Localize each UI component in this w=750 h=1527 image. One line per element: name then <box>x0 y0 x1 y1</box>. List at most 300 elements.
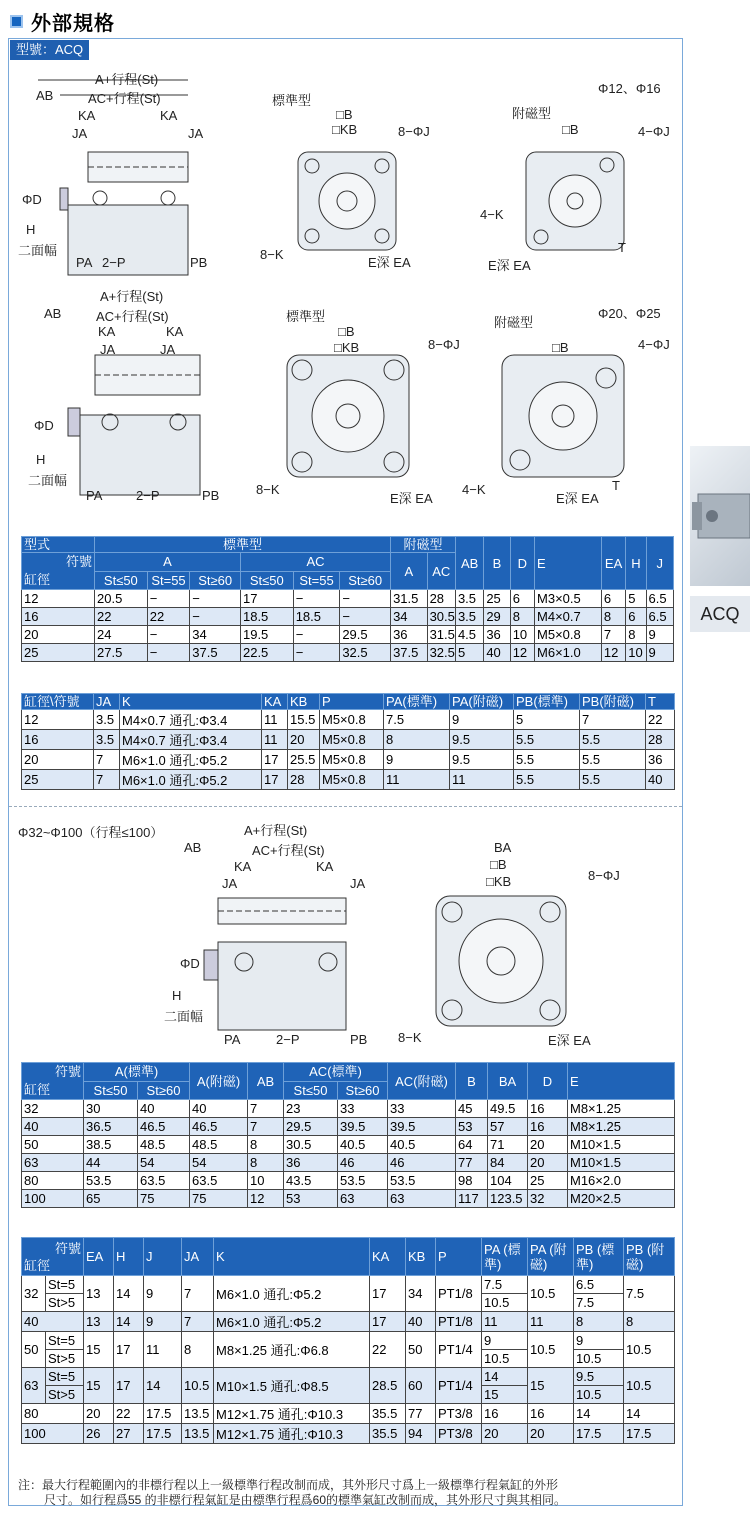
table-cell: 8 <box>248 1136 284 1154</box>
table-cell: M6×1.0 <box>535 644 602 662</box>
table-cell: St>5 <box>46 1350 84 1368</box>
table-cell: M12×1.75 通孔:Φ10.3 <box>214 1404 370 1424</box>
header-e: E <box>535 537 602 590</box>
dim-e-2: E深 EA <box>390 491 433 506</box>
table-cell: 6.5 <box>574 1276 624 1294</box>
table-cell: 25 <box>22 770 94 790</box>
table-cell: 36 <box>284 1154 338 1172</box>
header-b-3: B <box>456 1063 488 1100</box>
header-bore-symbol: 缸徑\符號 <box>22 694 94 710</box>
dim-ba: BA <box>494 840 512 855</box>
table-cell: 28 <box>288 770 320 790</box>
dim-4j-2: 4−ΦJ <box>638 337 670 352</box>
table-cell: 22 <box>147 608 190 626</box>
table-cell: 46 <box>388 1154 456 1172</box>
header-a: A <box>95 553 241 572</box>
table-cell: − <box>147 590 190 608</box>
table-cell: 30 <box>84 1100 138 1118</box>
table-row <box>22 626 674 644</box>
header-ac: AC <box>240 553 390 572</box>
table-cell: 7 <box>248 1100 284 1118</box>
table-cell: M4×0.7 通孔:Φ3.4 <box>120 730 262 750</box>
table-cell: 9.5 <box>450 730 514 750</box>
dim-ka-right: KA <box>160 108 178 123</box>
table-cell: 53.5 <box>388 1172 456 1190</box>
header-p: P <box>320 694 384 710</box>
table-cell: 14 <box>482 1368 528 1386</box>
header-pa-mag-4: PA (附磁) <box>528 1238 574 1276</box>
table-cell: M10×1.5 <box>568 1154 675 1172</box>
dim-phid: ΦD <box>22 192 42 207</box>
table-row <box>22 770 675 790</box>
table-cell: 22.5 <box>240 644 293 662</box>
table-cell: 29.5 <box>284 1118 338 1136</box>
dim-ja-2: JA <box>100 342 116 357</box>
spec-table-2 <box>21 693 675 790</box>
header-ac-mag: AC(附磁) <box>388 1063 456 1100</box>
dim-pb-2: PB <box>202 488 220 503</box>
table-cell: 3.5 <box>455 590 483 608</box>
table-cell: 12 <box>22 710 94 730</box>
table-cell: 10.5 <box>574 1386 624 1404</box>
table-cell: 5.5 <box>514 770 580 790</box>
table-cell: 40 <box>190 1100 248 1118</box>
table-cell: 63 <box>22 1154 84 1172</box>
table-cell: 32.5 <box>427 644 455 662</box>
dim-pa-2: PA <box>86 488 103 503</box>
table-cell: 63 <box>22 1368 46 1404</box>
table-cell: 63 <box>338 1190 388 1208</box>
dim-a-stroke: A+行程(St) <box>95 72 159 87</box>
table-cell: 8 <box>510 608 534 626</box>
dim-flats: 二面幅 <box>18 243 58 258</box>
table-cell: 14 <box>144 1368 182 1404</box>
header-ab: AB <box>455 537 483 590</box>
table-cell: 40.5 <box>388 1136 456 1154</box>
table-cell: 9.5 <box>450 750 514 770</box>
dim-e-mag-2: E深 EA <box>556 491 599 506</box>
table-cell: 44 <box>84 1154 138 1172</box>
header-ac-st60: St≥60 <box>340 571 391 590</box>
header-pa-std-4: PA (標準) <box>482 1238 528 1276</box>
table-cell: M10×1.5 通孔:Φ8.5 <box>214 1368 370 1404</box>
header-b: B <box>484 537 510 590</box>
table-cell: 15 <box>84 1332 114 1368</box>
table-cell: M8×1.25 <box>568 1100 675 1118</box>
corner-bore-4: 缸徑 <box>24 1257 51 1273</box>
dim-kb: □KB <box>332 122 358 137</box>
dim-kb-3: □KB <box>486 874 512 889</box>
header-pa-std: PA(標準) <box>384 694 450 710</box>
bore-sizes-bottom: Φ20、Φ25 <box>598 306 661 321</box>
table-cell: − <box>190 590 241 608</box>
table-cell: 5 <box>626 590 646 608</box>
table-row <box>22 1276 675 1294</box>
table-cell: − <box>340 590 391 608</box>
table-cell: 10 <box>248 1172 284 1190</box>
table-cell: 24 <box>95 626 148 644</box>
table-cell: 8 <box>626 626 646 644</box>
header-ea-4: EA <box>84 1238 114 1276</box>
dim-b-3: □B <box>490 857 507 872</box>
table-cell: 35.5 <box>370 1424 406 1444</box>
table-cell: St>5 <box>46 1386 84 1404</box>
table-cell: 17 <box>240 590 293 608</box>
table-row <box>22 730 675 750</box>
label-magnetic-top: 附磁型 <box>512 106 552 121</box>
table-cell: 5.5 <box>514 730 580 750</box>
large-bore-title: Φ32~Φ100（行程≤100） <box>18 825 164 840</box>
dim-2p-2: 2−P <box>136 488 160 503</box>
table-cell: 17.5 <box>144 1404 182 1424</box>
table-cell: 98 <box>456 1172 488 1190</box>
table-cell: 16 <box>528 1404 574 1424</box>
table-cell: 36 <box>646 750 675 770</box>
dim-ab-2: AB <box>44 306 62 321</box>
table-cell: 50 <box>406 1332 436 1368</box>
header-ac-st60-3: St≥60 <box>338 1081 388 1100</box>
dim-b-mag-2: □B <box>552 340 569 355</box>
table-cell: M10×1.5 <box>568 1136 675 1154</box>
table-cell: 14 <box>624 1404 675 1424</box>
dim-pa-3: PA <box>224 1032 241 1047</box>
header-ka-4: KA <box>370 1238 406 1276</box>
table-cell: 31.5 <box>391 590 428 608</box>
table-cell: 20 <box>84 1404 114 1424</box>
header-a-st55: St=55 <box>147 571 190 590</box>
table-cell: 5.5 <box>580 770 646 790</box>
table-cell: St=5 <box>46 1332 84 1350</box>
table-cell: 10.5 <box>528 1332 574 1368</box>
table-cell: 17 <box>370 1276 406 1312</box>
product-thumbnail-label[interactable]: ACQ <box>690 596 750 632</box>
table-row <box>22 1136 675 1154</box>
table-cell: 25 <box>484 590 510 608</box>
table-cell: M6×1.0 通孔:Φ5.2 <box>120 750 262 770</box>
table-cell: 50 <box>22 1136 84 1154</box>
table-cell: 10.5 <box>528 1276 574 1312</box>
header-type: 型式 <box>22 537 95 553</box>
dim-4k: 4−K <box>480 207 504 222</box>
table-cell: 100 <box>22 1424 84 1444</box>
table-cell: 10.5 <box>574 1350 624 1368</box>
header-kb-4: KB <box>406 1238 436 1276</box>
table-cell: 9 <box>482 1332 528 1350</box>
table-cell: 17.5 <box>144 1424 182 1444</box>
table-cell: 16 <box>482 1404 528 1424</box>
corner-bore: 缸徑 <box>24 572 51 587</box>
table-cell: 54 <box>138 1154 190 1172</box>
dim-2p-3: 2−P <box>276 1032 300 1047</box>
table-cell: 9 <box>384 750 450 770</box>
table-cell: 8 <box>601 608 625 626</box>
table-cell: 22 <box>370 1332 406 1368</box>
table-cell: 29.5 <box>340 626 391 644</box>
header-ac-st50-3: St≤50 <box>284 1081 338 1100</box>
header-ab-3: AB <box>248 1063 284 1100</box>
table-cell: 3.5 <box>455 608 483 626</box>
dim-ja-left: JA <box>72 126 88 141</box>
header-standard: 標準型 <box>95 537 391 553</box>
table-cell: 17 <box>262 750 288 770</box>
table-row <box>22 1190 675 1208</box>
table-cell: 5.5 <box>514 750 580 770</box>
table-cell: M5×0.8 <box>535 626 602 644</box>
table-cell: M6×1.0 通孔:Φ5.2 <box>120 770 262 790</box>
table-cell: 17 <box>262 770 288 790</box>
table-cell: M12×1.75 通孔:Φ10.3 <box>214 1424 370 1444</box>
header-p-4: P <box>436 1238 482 1276</box>
table-cell: 30.5 <box>284 1136 338 1154</box>
table-cell: 13.5 <box>182 1424 214 1444</box>
table-cell: 49.5 <box>488 1100 528 1118</box>
table-cell: 14 <box>114 1276 144 1312</box>
dim-t-2: T <box>612 478 620 493</box>
table-cell: M4×0.7 <box>535 608 602 626</box>
header-a-std: A(標準) <box>84 1063 190 1082</box>
header-e-3: E <box>568 1063 675 1100</box>
table-cell: M6×1.0 通孔:Φ5.2 <box>214 1312 370 1332</box>
table-cell: 48.5 <box>190 1136 248 1154</box>
table-cell: St>5 <box>46 1294 84 1312</box>
dim-e: E深 EA <box>368 255 411 270</box>
spec-table-4 <box>21 1237 675 1444</box>
header-ka: KA <box>262 694 288 710</box>
table-cell: 7 <box>182 1312 214 1332</box>
table-cell: 40 <box>646 770 675 790</box>
technical-drawing-large-bores <box>0 810 680 1050</box>
table-cell: 77 <box>456 1154 488 1172</box>
header-h: H <box>626 537 646 590</box>
table-row <box>22 1154 675 1172</box>
table-cell: 7.5 <box>384 710 450 730</box>
table-row <box>22 1312 675 1332</box>
table-cell: 8 <box>624 1312 675 1332</box>
dim-4k-2: 4−K <box>462 482 486 497</box>
dim-b-2: □B <box>338 324 355 339</box>
table-cell: 13 <box>84 1276 114 1312</box>
table-row <box>22 750 675 770</box>
dim-h-3: H <box>172 988 182 1003</box>
header-d-3: D <box>528 1063 568 1100</box>
table-cell: 43.5 <box>284 1172 338 1190</box>
dim-2p: 2−P <box>102 255 126 270</box>
table-cell: 7 <box>580 710 646 730</box>
header-pa-mag: PA(附磁) <box>450 694 514 710</box>
table-cell: 22 <box>114 1404 144 1424</box>
table-cell: 77 <box>406 1404 436 1424</box>
table-cell: 17 <box>370 1312 406 1332</box>
table-cell: 16 <box>22 608 95 626</box>
table-cell: 28 <box>646 730 675 750</box>
table-cell: 53.5 <box>84 1172 138 1190</box>
table-cell: − <box>293 626 340 644</box>
table-cell: 18.5 <box>240 608 293 626</box>
header-ja: JA <box>94 694 120 710</box>
table-cell: 35.5 <box>370 1404 406 1424</box>
table-cell: 15 <box>84 1368 114 1404</box>
footnote-line-1: 注：最大行程範圍內的非標行程以上一級標準行程改制而成，其外形尺寸爲上一級標準行程氣缸的外形 <box>18 1478 559 1492</box>
header-a-st50-3: St≤50 <box>84 1081 138 1100</box>
table-cell: 45 <box>456 1100 488 1118</box>
header-kb: KB <box>288 694 320 710</box>
header-magnetic: 附磁型 <box>391 537 456 553</box>
table-cell: M5×0.8 <box>320 750 384 770</box>
table-cell: 20 <box>288 730 320 750</box>
table-row <box>22 1100 675 1118</box>
table-cell: M8×1.25 通孔:Φ6.8 <box>214 1332 370 1368</box>
table-cell: PT3/8 <box>436 1404 482 1424</box>
model-label: 型號：ACQ <box>10 40 89 60</box>
table-cell: 54 <box>190 1154 248 1172</box>
table-cell: 9 <box>450 710 514 730</box>
header-k: K <box>120 694 262 710</box>
table-cell: 32 <box>22 1276 46 1312</box>
dim-8k: 8−K <box>260 247 284 262</box>
table-cell: 25 <box>22 644 95 662</box>
header-ac-st50: St≤50 <box>240 571 293 590</box>
table-cell: 20 <box>528 1154 568 1172</box>
table-cell: 9.5 <box>574 1368 624 1386</box>
product-thumbnail[interactable] <box>690 446 750 586</box>
dim-ja-3: JA <box>160 342 176 357</box>
section-bullet-icon <box>10 15 23 28</box>
table-cell: 7 <box>94 770 120 790</box>
table-cell: 34 <box>391 608 428 626</box>
dim-t: T <box>618 240 626 255</box>
table-cell: 17.5 <box>624 1424 675 1444</box>
table-cell: M5×0.8 <box>320 770 384 790</box>
table-cell: 9 <box>646 626 673 644</box>
table-row <box>22 710 675 730</box>
table-cell: 25.5 <box>288 750 320 770</box>
table-cell: 46.5 <box>138 1118 190 1136</box>
table-cell: 11 <box>528 1312 574 1332</box>
table-cell: 14 <box>114 1312 144 1332</box>
table-cell: 10.5 <box>482 1294 528 1312</box>
table-cell: 75 <box>138 1190 190 1208</box>
header-k-4: K <box>214 1238 370 1276</box>
table-cell: St=5 <box>46 1276 84 1294</box>
bore-sizes-top: Φ12、Φ16 <box>598 81 661 96</box>
dim-ac-stroke-2: AC+行程(St) <box>96 309 169 324</box>
table-cell: 71 <box>488 1136 528 1154</box>
header-a-mag: A(附磁) <box>190 1063 248 1100</box>
dim-ja-right: JA <box>188 126 204 141</box>
dim-8j: 8−ΦJ <box>398 124 430 139</box>
dim-pa: PA <box>76 255 93 270</box>
table-cell: 117 <box>456 1190 488 1208</box>
table-cell: 17 <box>114 1368 144 1404</box>
table-cell: 37.5 <box>190 644 241 662</box>
table-cell: M3×0.5 <box>535 590 602 608</box>
table-cell: 9 <box>144 1276 182 1312</box>
table-cell: 22 <box>646 710 675 730</box>
table-cell: 11 <box>384 770 450 790</box>
table-cell: 26 <box>84 1424 114 1444</box>
header-pb-std-4: PB (標準) <box>574 1238 624 1276</box>
corner-symbol-4: 符號 <box>55 1240 82 1256</box>
table-cell: 8 <box>384 730 450 750</box>
dim-8j-2: 8−ΦJ <box>428 337 460 352</box>
section-title: 外部規格 <box>31 12 115 35</box>
dim-ja-4: JA <box>222 876 238 891</box>
table-cell: 3.5 <box>94 710 120 730</box>
dim-ka-4: KA <box>234 859 252 874</box>
table-cell: 6.5 <box>646 590 673 608</box>
table-cell: PT1/4 <box>436 1368 482 1404</box>
table-cell: 53 <box>456 1118 488 1136</box>
table-cell: 100 <box>22 1190 84 1208</box>
dim-h: H <box>26 222 36 237</box>
table-cell: 12 <box>510 644 534 662</box>
table-cell: 28 <box>427 590 455 608</box>
table-row <box>22 590 674 608</box>
footnote-line-2: 尺寸。如行程爲55 的非標行程氣缸是由標準行程爲60的標準氣缸改制而成，其外形尺寸與其相同。 <box>44 1493 567 1507</box>
dim-8j-3: 8−ΦJ <box>588 868 620 883</box>
table-cell: − <box>293 644 340 662</box>
header-mag-ac: AC <box>427 553 455 590</box>
table-cell: 16 <box>528 1118 568 1136</box>
table-cell: 6 <box>601 590 625 608</box>
dim-flats-3: 二面幅 <box>164 1009 204 1024</box>
table-cell: M4×0.7 通孔:Φ3.4 <box>120 710 262 730</box>
table-cell: 25 <box>528 1172 568 1190</box>
table-cell: 10.5 <box>482 1350 528 1368</box>
table-cell: 40 <box>484 644 510 662</box>
table-cell: PT1/8 <box>436 1312 482 1332</box>
header-t: T <box>646 694 675 710</box>
dim-a-stroke-3: A+行程(St) <box>244 823 308 838</box>
table-cell: − <box>293 590 340 608</box>
table-cell: 39.5 <box>338 1118 388 1136</box>
table-cell: 27.5 <box>95 644 148 662</box>
table-cell: − <box>147 644 190 662</box>
table-cell: PT1/8 <box>436 1276 482 1312</box>
table-cell: 28.5 <box>370 1368 406 1404</box>
dim-e-3: E深 EA <box>548 1033 591 1048</box>
dim-8k-3: 8−K <box>398 1030 422 1045</box>
header-ac-std: AC(標準) <box>284 1063 388 1082</box>
table-cell: 10.5 <box>624 1332 675 1368</box>
header-j-4: J <box>144 1238 182 1276</box>
header-ac-st55: St=55 <box>293 571 340 590</box>
table-cell: 46.5 <box>190 1118 248 1136</box>
table-cell: 8 <box>248 1154 284 1172</box>
table-cell: 50 <box>22 1332 46 1368</box>
table-cell: M5×0.8 <box>320 730 384 750</box>
section-divider <box>9 806 682 807</box>
table-cell: 48.5 <box>138 1136 190 1154</box>
table-cell: 29 <box>484 608 510 626</box>
header-j: J <box>646 537 673 590</box>
table-cell: 34 <box>406 1276 436 1312</box>
table-cell: 8 <box>574 1312 624 1332</box>
table-cell: 30.5 <box>427 608 455 626</box>
dim-ac-stroke: AC+行程(St) <box>88 91 161 106</box>
table-cell: 10.5 <box>624 1368 675 1404</box>
header-pb-std: PB(標準) <box>514 694 580 710</box>
table-cell: 12 <box>248 1190 284 1208</box>
dim-ka-2: KA <box>98 324 116 339</box>
header-d: D <box>510 537 534 590</box>
table-cell: 5 <box>514 710 580 730</box>
section-header <box>10 6 115 36</box>
table-cell: St=5 <box>46 1368 84 1386</box>
table-cell: 10 <box>510 626 534 644</box>
dim-ka-left: KA <box>78 108 96 123</box>
table-cell: M6×1.0 通孔:Φ5.2 <box>214 1276 370 1312</box>
